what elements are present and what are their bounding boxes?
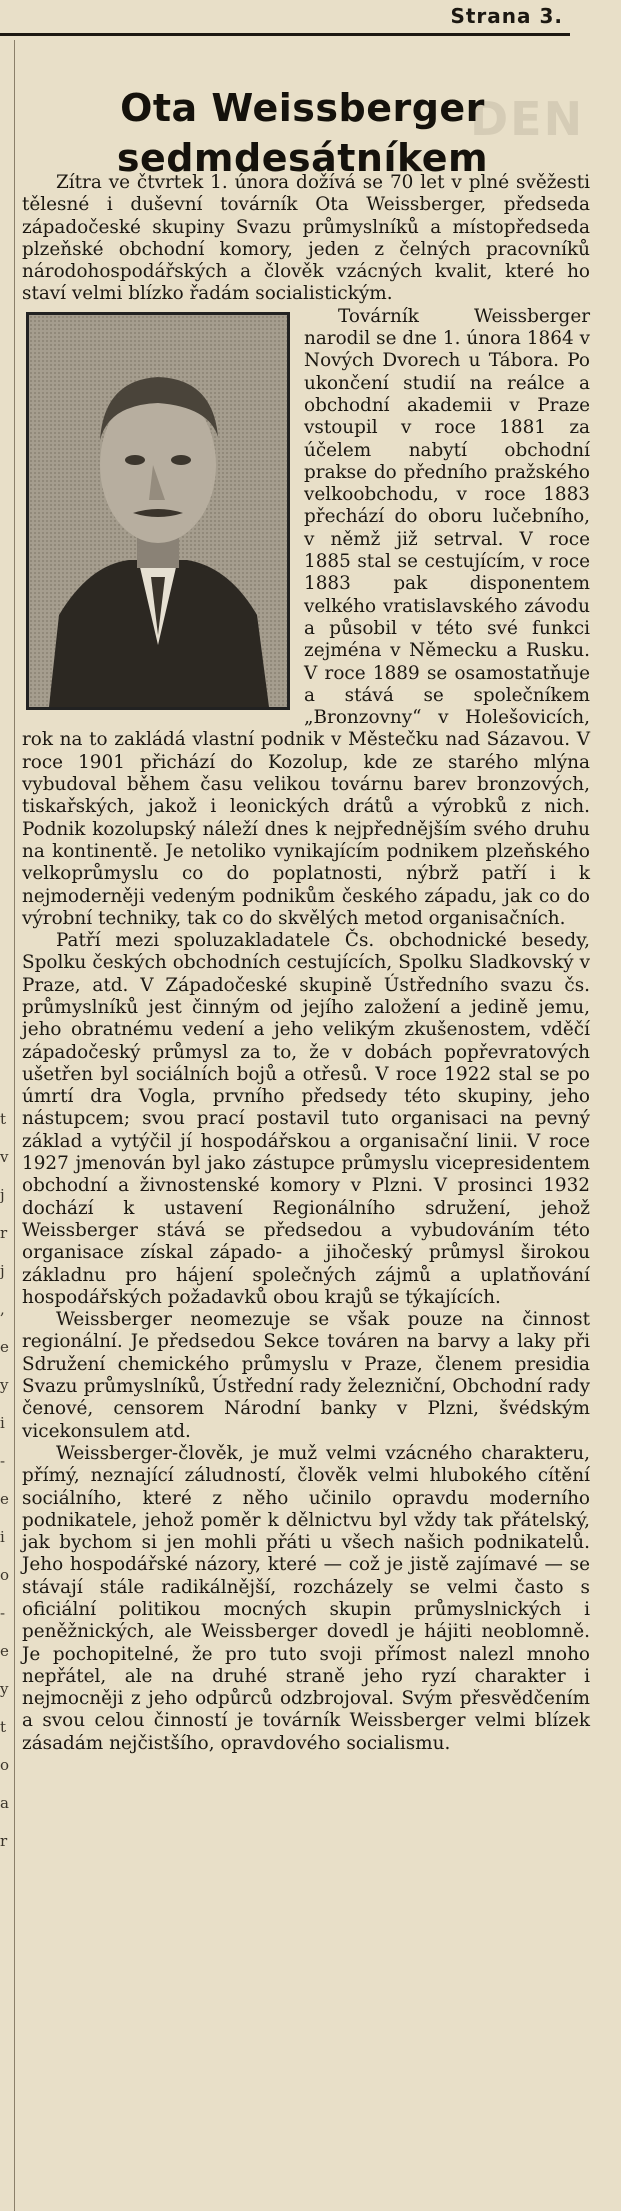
header-rule <box>0 33 570 36</box>
margin-fragment: r <box>0 1224 8 1242</box>
article-paragraph-2: Továrník Weissberger narodil se dne 1. února 1864 v Nových Dvorech u Tábora. Po ukončení studií na reálce a obchodní akademii v Praze vstoupil v roce 1881 za účelem nabytí obchodní prakse do předního pražského velkoobchodu, v roce 1883 přechází do oboru lučebního, v němž již setrval. V roce 1885 stal se cestujícím, v roce 1883 pak disponentem velkého vratislavského závodu a působil v této své funkci zejména v Německu a Rusku. V roce 1889 se osamostatňuje a stává se společníkem „Bronzovny“ v Holešovicích, rok na to zakládá vlastní podnik v Městečku nad Sázavou. V roce 1901 přichází do Kozolup, kde ze starého mlýna vybudoval během času velikou továrnu barev bronzových, tiskařských, jakož i leonických drátů a výrobků z nich. Podnik kozolupský náleží dnes k nejpřednějším svého druhu na kontinentě. Je netoliko vynikajícím podnikem plzeňského velkoprůmyslu co do poplatnosti, nýbrž patří i k nejmoderněji vedeným podnikům českého západu, jak co do výrobní techniky, tak co do skvělých metod organisačních. <box>22 305 590 929</box>
margin-fragment: e <box>0 1642 9 1660</box>
margin-fragment: t <box>0 1110 7 1128</box>
margin-fragment: j <box>0 1262 5 1280</box>
margin-fragment: e <box>0 1490 9 1508</box>
margin-fragment: v <box>0 1148 9 1166</box>
margin-fragment: y <box>0 1376 9 1394</box>
margin-fragment: t <box>0 1718 7 1736</box>
page-header <box>0 0 621 36</box>
margin-fragment: e <box>0 1338 9 1356</box>
margin-fragment: , <box>0 1300 5 1318</box>
margin-fragment: o <box>0 1566 10 1584</box>
margin-fragment: - <box>0 1452 6 1470</box>
article-body <box>22 172 590 1755</box>
article-headline <box>30 83 575 183</box>
article-paragraph-3: Patří mezi spoluzakladatele Čs. obchodnické besedy, Spolku českých obchodních cestujících, Spolku Sladkovský v Praze, atd. V Západočeské skupině Ústředního svazu čs. průmyslníků jest činným od jejího založení a jedině jemu, jeho obratnému vedení a jeho velikým zkušenostem, vděčí západočeský průmysl za to, že v dobách popřevratových ušetřen byl sociálních bojů a otřesů. V roce 1922 stal se po úmrtí dra Vogla, prvního předsedy této skupiny, jeho nástupcem; svou prací postavil tuto organisaci na pevný základ a vytýčil jí hospodářskou a organisační linii. V roce 1927 jmenován byl jako zástupce průmyslu vicepresidentem obchodní a živnostenské komory v Plzni. V prosinci 1932 dochází k ustavení Regionálního sdružení, jehož Weissberger stává se předsedou a vybudováním této organisace získal západo- a jihočeský průmysl širokou základnu pro hájení společných zájmů a uplatňování hospodářských požadavků obou krajů se týkajících. <box>22 930 590 1308</box>
margin-fragment: - <box>0 1604 6 1622</box>
adjacent-column-fragments <box>0 1100 12 2200</box>
column-rule <box>14 40 15 2211</box>
margin-fragment: i <box>0 1414 5 1432</box>
bleed-through-text: DEN <box>470 92 585 146</box>
headline-line-1: Ota Weissberger <box>120 86 485 131</box>
portrait-photo-icon <box>26 312 290 710</box>
article-paragraph-1: Zítra ve čtvrtek 1. února dožívá se 70 let v plné svěžesti tělesné i duševní továrník Ota Weissberger, předseda západočeské skupiny Svazu průmyslníků a místopředseda plzeňské obchodní komory, jeden z čelných pracovníků národohospodářských a člověk vzácných kvalit, které ho staví velmi blízko řadám socialistickým. <box>22 172 590 305</box>
article-paragraph-5: Weissberger-člověk, je muž velmi vzácného charakteru, přímý, neznající záludností, člověk velmi hlubokého cítění sociálního, které z něho učinilo opravdu moderního podnikatele, jehož poměr k dělnictvu byl vždy tak přátelský, jak bychom si jen mohli přáti u všech našich podnikatelů. Jeho hospodářské názory, které — což je jistě zajímavé — se stávají stále radikálnější, rozcházely se velmi často s oficiální politikou mocných skupin průmyslnických i peněžnických, ale Weissberger dovedl je hájiti neoblomně. Je pochopitelné, že pro tuto svoji přímost nalezl mnoho nepřátel, ale na druhé straně jeho ryzí charakter i nejmocněji z jeho odpůrců odzbrojoval. Svým přesvědčením a svou celou činností je továrník Weissberger velmi blízek zásadám nejčistšího, opravdového socialismu. <box>22 1442 590 1754</box>
margin-fragment: r <box>0 1832 8 1850</box>
headline-line-2: sedmdesátníkem <box>116 136 489 181</box>
article-paragraph-4: Weissberger neomezuje se však pouze na činnost regionální. Je předsedou Sekce továren na barvy a laky při Sdružení chemického průmyslu v Praze, členem presidia Svazu průmyslníků, Ústřední rady železniční, Obchodní rady čenové, censorem Národní banky v Plzni, švédským vicekonsulem atd. <box>22 1309 590 1442</box>
margin-fragment: a <box>0 1794 9 1812</box>
margin-fragment: i <box>0 1528 5 1546</box>
margin-fragment: o <box>0 1756 10 1774</box>
page-number: Strana 3. <box>450 4 563 28</box>
margin-fragment: j <box>0 1186 5 1204</box>
margin-fragment: y <box>0 1680 9 1698</box>
